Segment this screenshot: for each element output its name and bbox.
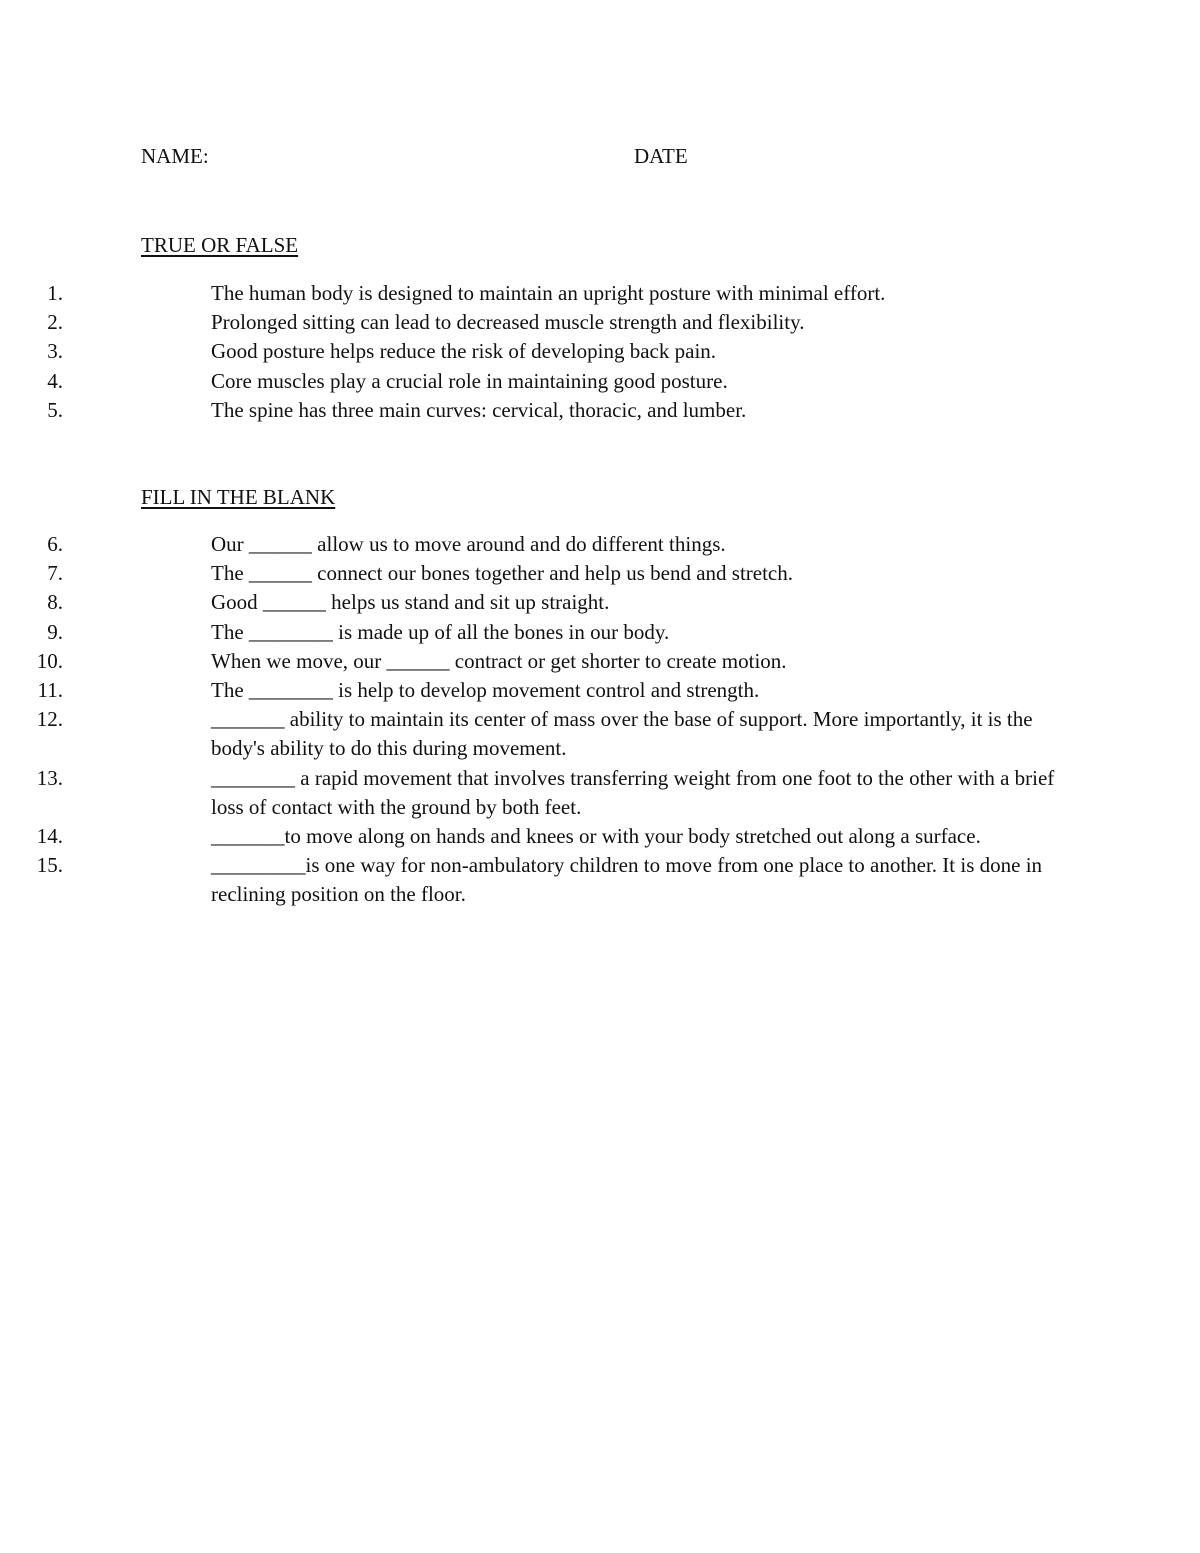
question-text: Core muscles play a crucial role in maintaining good posture. bbox=[211, 368, 728, 393]
question-number: 10. bbox=[36, 648, 63, 673]
question-text: Our ______ allow us to move around and do different things. bbox=[211, 532, 726, 556]
question-item bbox=[0, 337, 1071, 366]
question-text: The ________ is help to develop movement control and strength. bbox=[211, 678, 760, 703]
question-item bbox=[0, 676, 1071, 705]
question-item bbox=[0, 647, 1071, 676]
true-false-list bbox=[0, 279, 1200, 425]
question-item bbox=[0, 559, 1071, 588]
question-text: Good ______ helps us stand and sit up straight. bbox=[211, 590, 610, 615]
question-number: 5. bbox=[47, 397, 63, 422]
name-label: NAME: bbox=[141, 144, 209, 168]
question-text: Good posture helps reduce the risk of developing back pain. bbox=[211, 339, 717, 364]
question-number: 2. bbox=[47, 310, 63, 335]
question-text: Prolonged sitting can lead to decreased muscle strength and flexibility. bbox=[211, 310, 805, 335]
question-number: 13. bbox=[36, 765, 63, 790]
question-number: 8. bbox=[47, 590, 63, 615]
question-number: 15. bbox=[36, 853, 63, 878]
date-label: DATE bbox=[634, 144, 688, 168]
question-number: 12. bbox=[36, 707, 63, 732]
question-number: 3. bbox=[47, 339, 63, 364]
question-item bbox=[0, 308, 1071, 337]
question-number: 11. bbox=[37, 678, 63, 703]
question-item bbox=[0, 588, 1071, 617]
question-text: _______ ability to maintain its center of mass over the base of support. More importantly, it is the body's ability to do this during movement. bbox=[211, 707, 1033, 761]
question-text: The ________ is made up of all the bones in our body. bbox=[211, 619, 670, 644]
question-item bbox=[0, 618, 1071, 647]
question-text: The ______ connect our bones together and help us bend and stretch. bbox=[211, 561, 794, 586]
question-text: The human body is designed to maintain an upright posture with minimal effort. bbox=[211, 281, 886, 305]
question-item bbox=[0, 396, 1071, 425]
question-item bbox=[0, 764, 1071, 822]
question-text: The spine has three main curves: cervical, thoracic, and lumber. bbox=[211, 397, 747, 422]
fill-in-blank-heading: FILL IN THE BLANK bbox=[141, 485, 336, 509]
fill-in-blank-list bbox=[0, 530, 1200, 910]
question-number: 1. bbox=[47, 281, 63, 305]
question-number: 4. bbox=[47, 368, 63, 393]
question-item bbox=[0, 851, 1071, 909]
question-item bbox=[0, 279, 1071, 308]
question-item bbox=[0, 705, 1071, 763]
question-text: ________ a rapid movement that involves transferring weight from one foot to the other with a brief loss of contact with the ground by both feet. bbox=[211, 765, 1055, 819]
question-number: 9. bbox=[47, 619, 63, 644]
question-text: _______to move along on hands and knees or with your body stretched out along a surface. bbox=[211, 824, 981, 849]
question-number: 14. bbox=[36, 824, 63, 849]
question-text: _________is one way for non-ambulatory children to move from one place to another. It is done in reclining position on the floor. bbox=[211, 853, 1043, 907]
true-false-heading: TRUE OR FALSE bbox=[141, 233, 299, 257]
question-item bbox=[0, 367, 1071, 396]
question-number: 6. bbox=[47, 532, 63, 556]
question-number: 7. bbox=[47, 561, 63, 586]
question-item bbox=[0, 530, 1071, 559]
question-item bbox=[0, 822, 1071, 851]
question-text: When we move, our ______ contract or get shorter to create motion. bbox=[211, 648, 787, 673]
